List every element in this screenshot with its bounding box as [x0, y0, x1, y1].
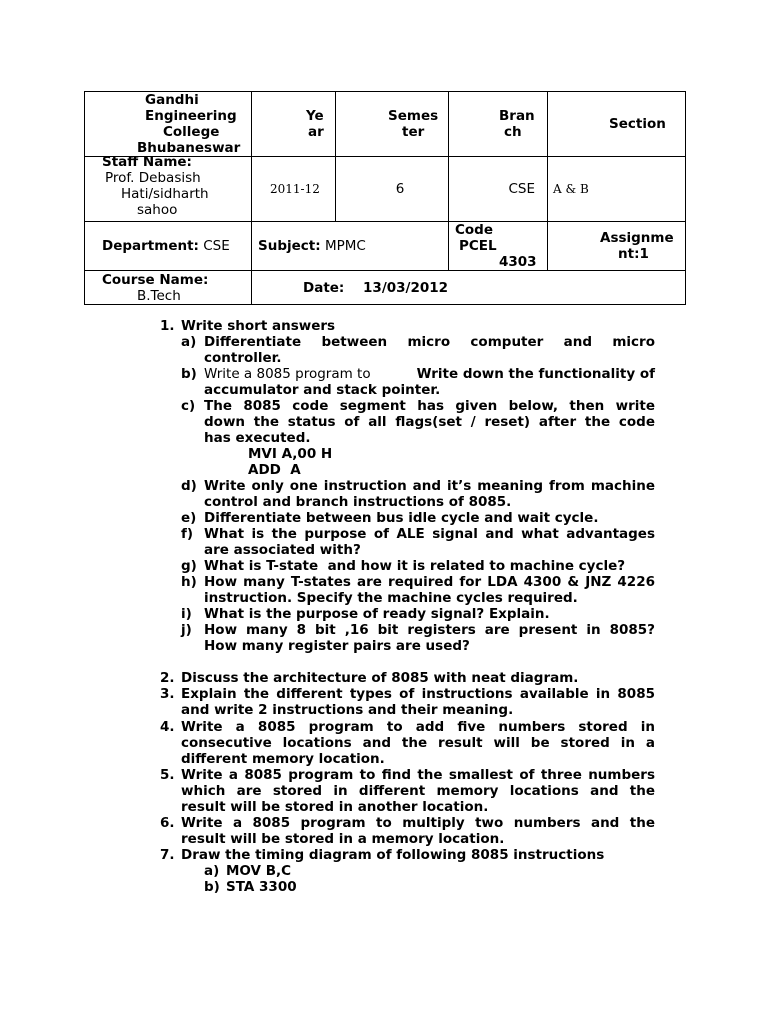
subquestion-text: MOV B,C: [226, 863, 292, 879]
semester-header-cell: [336, 92, 449, 157]
question-text: Discuss the architecture of 8085 with neat diagram.: [181, 670, 579, 686]
code-line: 4303: [499, 254, 537, 270]
code-cell: [449, 222, 548, 271]
question-number: 4.: [160, 719, 175, 735]
department-value: CSE: [203, 238, 230, 254]
subquestion-label: h): [181, 574, 197, 590]
staff-line: Prof. Debasish: [105, 170, 201, 186]
course-label: Course Name:: [102, 271, 209, 288]
date-value: 13/03/2012: [363, 279, 449, 296]
question-number: 3.: [160, 686, 175, 702]
subquestion-label: b): [181, 366, 197, 382]
branch-label: Bran: [499, 108, 535, 124]
subquestion-label: c): [181, 398, 196, 414]
code-line: Code: [455, 222, 494, 238]
question-number: 6.: [160, 815, 175, 831]
subquestion-label: a): [204, 863, 220, 879]
question-number: 1.: [160, 318, 175, 334]
college-cell: [85, 92, 252, 157]
subject-label: Subject:: [258, 238, 321, 254]
subquestion-text: How many T-states are required for LDA 4300 & JNZ 4226: [204, 574, 655, 590]
staff-label: Staff Name:: [102, 154, 192, 170]
year-header-cell: [252, 92, 336, 157]
subquestion-text: are associated with?: [204, 542, 361, 558]
question-text: result will be stored in another location.: [181, 799, 489, 815]
department-cell: [85, 222, 252, 271]
subject-cell: [252, 222, 449, 271]
question-text: Write a 8085 program to multiply two numbers and the: [181, 815, 655, 831]
subquestion-text: STA 3300: [226, 879, 297, 895]
subquestion-text: down the status of all flags(set / reset) after the code: [204, 414, 655, 430]
branch-value: CSE: [449, 157, 548, 222]
college-line: Engineering: [145, 108, 237, 124]
question-number: 7.: [160, 847, 175, 863]
subquestion-text: controller.: [204, 350, 282, 366]
code-line: MVI A,00 H: [248, 446, 333, 462]
subquestion-text-bold: Write down the functionality of: [416, 366, 655, 382]
semester-label: Semes: [388, 108, 439, 124]
department-label: Department:: [102, 238, 199, 254]
subquestion-text: accumulator and stack pointer.: [204, 382, 441, 398]
subquestion-text: What is T-state and how it is related to machine cycle?: [204, 558, 626, 574]
question-text: and write 2 instructions and their meaning.: [181, 702, 514, 718]
header-table: [84, 91, 686, 305]
subquestion-text: Differentiate between micro computer and micro: [204, 334, 655, 350]
course-cell: [85, 271, 252, 305]
staff-line: Hati/sidharth: [121, 186, 209, 202]
semester-label: ter: [402, 124, 425, 140]
subquestion-label: i): [181, 606, 192, 622]
subquestion-label: f): [181, 526, 194, 542]
question-text: which are stored in different memory locations and the: [181, 783, 655, 799]
subquestion-text: What is the purpose of ALE signal and what advantages: [204, 526, 655, 542]
question-text: consecutive locations and the result will be stored in a: [181, 735, 655, 751]
college-line: College: [163, 124, 220, 140]
assignment-line: Assignme: [600, 230, 674, 246]
date-cell: [252, 271, 686, 305]
code-line: PCEL: [459, 238, 497, 254]
staff-line: sahoo: [137, 202, 178, 218]
question-text: Write a 8085 program to find the smallest of three numbers: [181, 767, 655, 783]
semester-value: 6: [336, 157, 449, 222]
subquestion-text: What is the purpose of ready signal? Explain.: [204, 606, 550, 622]
section-label: Section: [609, 116, 666, 132]
question-text: Write a 8085 program to add five numbers stored in: [181, 719, 655, 735]
course-value: B.Tech: [137, 287, 181, 304]
section-value: A & B: [548, 157, 686, 222]
subquestion-label: d): [181, 478, 197, 494]
assignment-cell: [548, 222, 686, 271]
question-number: 2.: [160, 670, 175, 686]
question-text: result will be stored in a memory location.: [181, 831, 505, 847]
subquestion-label: a): [181, 334, 197, 350]
subquestion-text: How many 8 bit ,16 bit registers are present in 8085?: [204, 622, 655, 638]
subquestion-text: Write only one instruction and it’s meaning from machine: [204, 478, 655, 494]
college-line: Gandhi: [145, 92, 199, 108]
question-text: Write short answers: [181, 318, 336, 334]
question-number: 5.: [160, 767, 175, 783]
subquestion-text: has executed.: [204, 430, 311, 446]
code-line: ADD A: [248, 462, 301, 478]
subject-value: MPMC: [324, 238, 366, 254]
year-label: Ye: [306, 108, 324, 124]
subquestion-label: e): [181, 510, 197, 526]
college-line: Bhubaneswar: [137, 140, 241, 156]
year-label: ar: [308, 124, 324, 140]
question-text: different memory location.: [181, 751, 385, 767]
subquestion-label: j): [181, 622, 192, 638]
assignment-line: nt:1: [618, 246, 649, 262]
section-header-cell: [548, 92, 686, 157]
date-label: Date:: [303, 279, 345, 296]
question-text: Explain the different types of instructions available in 8085: [181, 686, 655, 702]
branch-label: ch: [504, 124, 522, 140]
subquestion-text-plain: Write a 8085 program to: [204, 366, 371, 382]
subquestion-text: instruction. Specify the machine cycles required.: [204, 590, 578, 606]
question-text: Draw the timing diagram of following 8085 instructions: [181, 847, 605, 863]
staff-cell: [85, 154, 252, 222]
subquestion-label: g): [181, 558, 197, 574]
subquestion-text: Differentiate between bus idle cycle and wait cycle.: [204, 510, 599, 526]
subquestion-text: The 8085 code segment has given below, then write: [204, 398, 655, 414]
subquestion-text: How many register pairs are used?: [204, 638, 470, 654]
subquestion-label: b): [204, 879, 220, 895]
subquestion-text-b: [204, 366, 655, 382]
year-value: 2011-12: [252, 157, 336, 222]
branch-header-cell: [449, 92, 548, 157]
subquestion-text: control and branch instructions of 8085.: [204, 494, 512, 510]
